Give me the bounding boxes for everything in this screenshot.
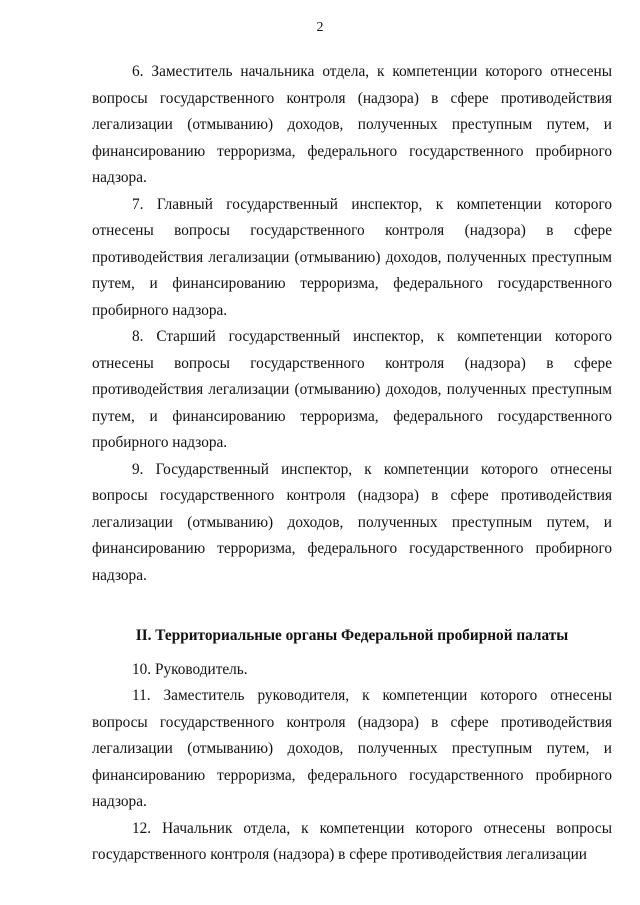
paragraph-item-9: 9. Государственный инспектор, к компетенции которого отнесены вопросы государственного контроля (надзора) в сфере противодействия легализации (отмыванию) доходов, полученных преступным путем, и финансированию терроризма, федерального государственного пробирного надзора.	[92, 460, 612, 584]
paragraph-item-11: 11. Заместитель руководителя, к компетенции которого отнесены вопросы государственного контроля (надзора) в сфере противодействия легализации (отмыванию) доходов, полученных преступным путем, и финансированию терроризма, федерального государственного пробирного надзора.	[92, 687, 612, 810]
document-body	[92, 59, 612, 869]
paragraph-item-10: 10. Руководитель.	[132, 660, 248, 678]
paragraph-item-7: 7. Главный государственный инспектор, к компетенции которого отнесены вопросы государственного контроля (надзора) в сфере противодействия легализации (отмыванию) доходов, полученных преступным путем, и финансированию терроризма, федерального государственного пробирного надзора.	[92, 195, 612, 319]
paragraph-item-12: 12. Начальник отдела, к компетенции которого отнесены вопросы государственного контроля (надзора) в сфере противодействия легализации	[92, 819, 612, 863]
paragraph-item-6: 6. Заместитель начальника отдела, к компетенции которого отнесены вопросы государственного контроля (надзора) в сфере противодействия легализации (отмыванию) доходов, полученных преступным путем, и финансированию терроризма, федерального государственного пробирного надзора.	[92, 63, 612, 186]
page-number: 2	[316, 20, 324, 35]
paragraph-item-8: 8. Старший государственный инспектор, к компетенции которого отнесены вопросы государственного контроля (надзора) в сфере противодействия легализации (отмыванию) доходов, полученных преступным путем, и финансированию терроризма, федерального государственного пробирного надзора.	[92, 328, 612, 451]
section-heading: II. Территориальные органы Федеральной пробирной палаты	[135, 627, 569, 644]
